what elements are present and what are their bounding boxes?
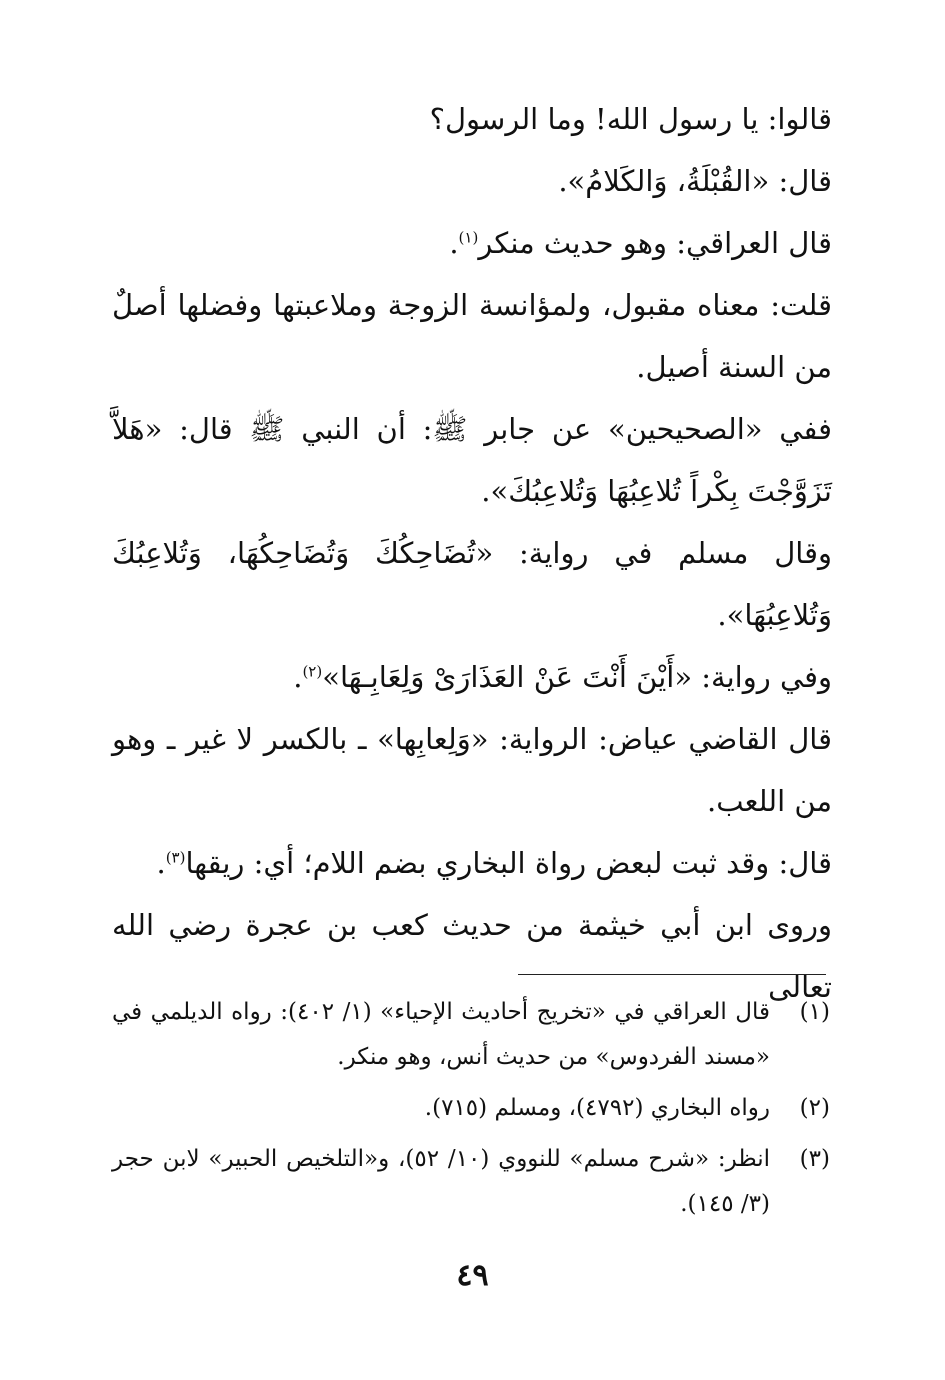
paragraph-1-text: قالوا: يا رسول الله! وما الرسول؟: [429, 102, 832, 136]
footnote-ref-2[interactable]: (٢): [302, 662, 323, 681]
page-number: ٤٩: [456, 1258, 489, 1293]
paragraph-8: [112, 708, 832, 832]
paragraph-5-text: ففي «الصحيحين» عن جابر ﷺ: أن النبي ﷺ قال: «هَلاَّ تَزَوَّجْتَ بِكْراً تُلاعِبُهَا وَتُلاعِبُكَ».: [112, 412, 832, 508]
paragraph-3-period: .: [449, 226, 459, 260]
footnote-1-number: (١): [799, 999, 830, 1025]
footnote-3-number: (٣): [799, 1146, 830, 1172]
footnote-1-text: قال العراقي في «تخريج أحاديث الإحياء» (١/ ٤٠٢): رواه الديلمي في «مسند الفردوس» من حديث أنس، وهو منكر.: [112, 999, 770, 1070]
footnote-3: [112, 1137, 830, 1227]
footnote-ref-1[interactable]: (١): [458, 228, 479, 247]
footnotes-section: [112, 990, 830, 1233]
paragraph-2: [112, 150, 832, 212]
paragraph-1: [112, 88, 832, 150]
footnote-3-text: انظر: «شرح مسلم» للنووي (١٠/ ٥٢)، و«التلخيص الحبير» لابن حجر (٣/ ١٤٥).: [112, 1146, 770, 1217]
footnote-ref-3[interactable]: (٣): [165, 848, 186, 867]
paragraph-2-text: قال: «القُبْلَةُ، وَالكَلامُ».: [558, 164, 832, 198]
paragraph-10-text: وروى ابن أبي خيثمة من حديث كعب بن عجرة رضي الله تعالى: [112, 908, 832, 1004]
paragraph-5: [112, 398, 832, 522]
paragraph-6-text: وقال مسلم في رواية: «تُضَاحِكُكَ وَتُضَاحِكُهَا، وَتُلاعِبُكَ وَتُلاعِبُهَا».: [112, 536, 832, 632]
paragraph-7-period: .: [293, 660, 303, 694]
paragraph-9-text: قال: وقد ثبت لبعض رواة البخاري بضم اللام؛ أي: ريقها: [185, 846, 832, 880]
paragraph-9-period: .: [156, 846, 166, 880]
paragraph-3-text: قال العراقي: وهو حديث منكر: [478, 226, 832, 260]
paragraph-6: [112, 522, 832, 646]
paragraph-7: [112, 646, 832, 708]
paragraph-9: [112, 832, 832, 894]
footnote-divider: [518, 974, 826, 975]
footnote-1: [112, 990, 830, 1080]
paragraph-3: [112, 212, 832, 274]
paragraph-7-text: وفي رواية: «أَيْنَ أَنْتَ عَنْ العَذَارَىْ وَلِعَابِـهَا»: [322, 660, 832, 694]
paragraph-8-text: قال القاضي عياض: الرواية: «وَلِعابِها» ـ بالكسر لا غير ـ وهو من اللعب.: [112, 722, 832, 818]
footnote-2: [112, 1086, 830, 1131]
main-text: [112, 88, 832, 1018]
paragraph-4: [112, 274, 832, 398]
footnote-2-text: رواه البخاري (٤٧٩٢)، ومسلم (٧١٥).: [424, 1095, 770, 1121]
paragraph-4-text: قلت: معناه مقبول، ولمؤانسة الزوجة وملاعبتها وفضلها أصلٌ من السنة أصيل.: [112, 288, 832, 384]
footnote-2-number: (٢): [799, 1095, 830, 1121]
